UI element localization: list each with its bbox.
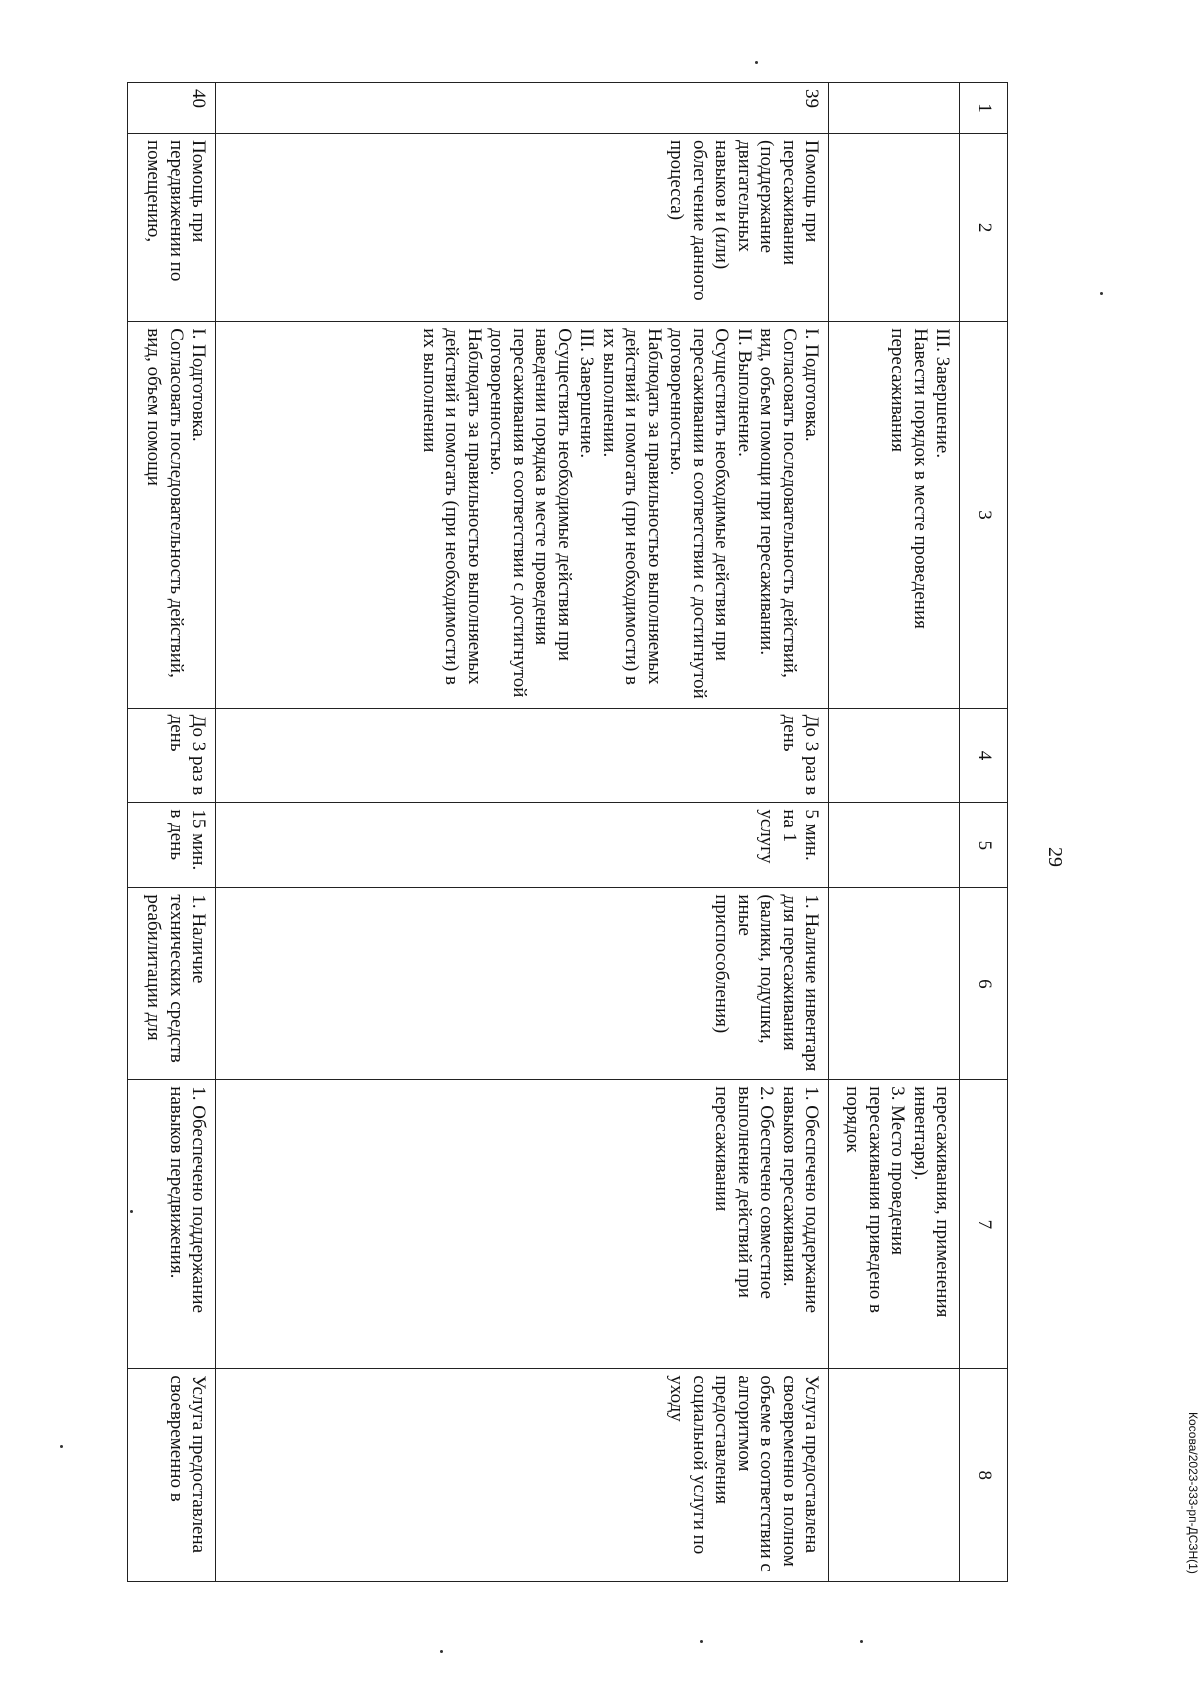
scan-speck [440,1650,443,1653]
table-cell [829,708,960,803]
table-cell: 40 [128,83,216,134]
table-cell [829,1369,960,1582]
column-header: 2 [960,134,1008,322]
table-cell: 39 [216,83,829,134]
table-cell: 1. Обеспечено поддержание навыков пересаживания. 2. Обеспечено совместное выполнение действий при пересаживании [216,1080,829,1369]
table-cell: III. Завершение. Навести порядок в месте проведения пересаживания [829,322,960,708]
table-row [128,83,216,1582]
table-row [216,83,829,1582]
table-row [829,83,960,1582]
column-header: 3 [960,322,1008,708]
column-header: 4 [960,708,1008,803]
services-table [128,82,1009,1582]
table-cell: Услуга предоставлена своевременно в [128,1369,216,1582]
scan-speck [1100,292,1103,295]
scan-speck [755,61,758,64]
table-cell [829,83,960,134]
column-header: 6 [960,888,1008,1080]
table-cell: I. Подготовка. Согласовать последовательность действий, вид, объем помощи [128,322,216,708]
table-cell: I. Подготовка. Согласовать последовательность действий, вид, объем помощи при пересаживании. II. Выполнение. Осуществить необходимые действия при пересаживании в соответствии с достигнутой договоренностью. Наблюдать за правильностью выполняемых действий и помогать (при необходимости) в их выполнении. III. Завершение. Осуществить необходимые действия при наведении порядка в месте проведения пересаживания в соответствии с достигнутой договоренностью. Наблюдать за правильностью выполняемых действий и помогать (при необходимости) в их выполнении [216,322,829,708]
table-cell: До 3 раз в день [128,708,216,803]
document-stamp: Косова/2023-333-рп-ДСЗН(1) [1186,1412,1200,1574]
column-header: 1 [960,83,1008,134]
scan-speck [700,1640,703,1643]
table-cell: 1. Наличие инвентаря для пересаживания (валики, подушки, иные приспособления) [216,888,829,1080]
table-cell: До 3 раз в день [216,708,829,803]
table-cell: 15 мин. в день [128,803,216,888]
column-header: 7 [960,1080,1008,1369]
table-cell: 1. Наличие технических средств реабилитации для [128,888,216,1080]
scan-speck [130,1210,133,1213]
table-cell: Помощь при передвижении по помещению, [128,134,216,322]
table-cell: Помощь при пересаживании (поддержание двигательных навыков и (или) облегчение данного процесса) [216,134,829,322]
rotated-page [143,82,1200,1662]
table-header-row [960,83,1008,1582]
table-cell: пересаживания, применения инвентаря). 3. Место проведения пересаживания приведено в порядок [829,1080,960,1369]
page-number: 29 [1044,847,1066,867]
scan-speck [60,1445,63,1448]
column-header: 8 [960,1369,1008,1582]
table-cell [829,134,960,322]
table-cell [829,888,960,1080]
scan-speck [860,1640,863,1643]
column-header: 5 [960,803,1008,888]
table-cell [829,803,960,888]
table-cell: Услуга предоставлена своевременно в полном объеме в соответствии с алгоритмом предоставления социальной услуги по уходу [216,1369,829,1582]
table-cell: 5 мин. на 1 услугу [216,803,829,888]
table-cell: 1. Обеспечено поддержание навыков передвижения. [128,1080,216,1369]
